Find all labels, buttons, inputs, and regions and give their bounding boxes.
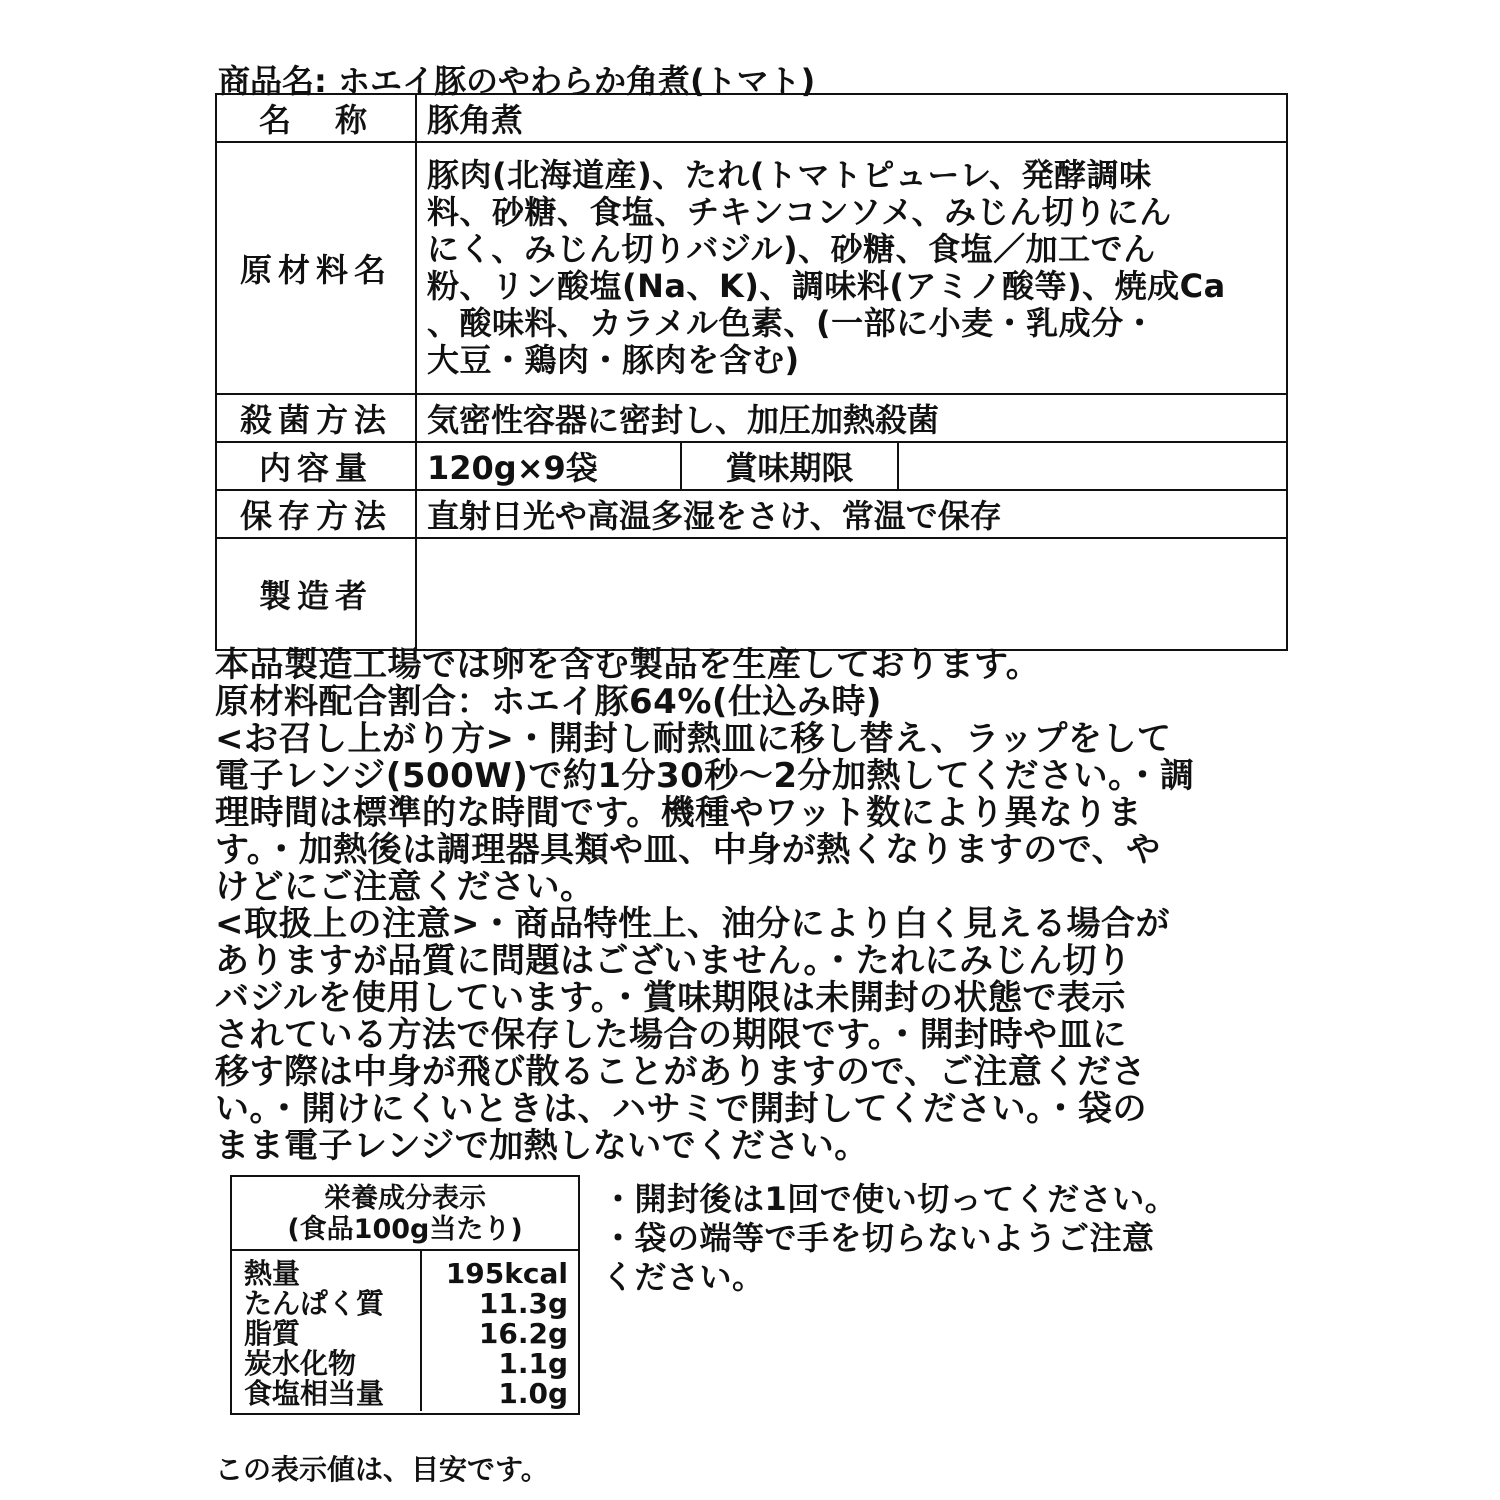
- row-name: [216, 94, 1287, 142]
- note-line: まま電子レンジで加熱しないでください。: [215, 1126, 869, 1166]
- name-value: 豚角煮: [416, 94, 1287, 142]
- ingredients-line: 大豆・鶏肉・豚肉を含む): [427, 341, 800, 379]
- side-note-line: ・袋の端等で手を切らないようご注意: [602, 1219, 1155, 1257]
- nutrient-name: 炭水化物: [244, 1347, 357, 1380]
- product-title: 商品名: ホエイ豚のやわらか角煮(トマト): [218, 62, 816, 100]
- note-line: 移す際は中身が飛び散ることがありますので、ご注意くださ: [215, 1052, 1146, 1092]
- footer-note: この表示値は、目安です。: [215, 1453, 549, 1486]
- note-line: <お召し上がり方>・開封し耐熱皿に移し替え、ラップをして: [215, 719, 1172, 759]
- nutrient-value: 1.1g: [498, 1347, 568, 1380]
- nutrient-value: 11.3g: [478, 1287, 568, 1320]
- notes-block: [215, 647, 1194, 1165]
- ingredients-line: 、酸味料、カラメル色素、(一部に小麦・乳成分・: [427, 304, 1157, 342]
- nutrient-value: 16.2g: [478, 1317, 568, 1350]
- storage-value: 直射日光や高温多湿をさけ、常温で保存: [416, 490, 1287, 538]
- maker-label: 製造者: [216, 538, 416, 650]
- nutrient-names: [232, 1251, 422, 1411]
- note-line: 原材料配合割合：ホエイ豚64%(仕込み時): [215, 682, 882, 722]
- note-line: されている方法で保存した場合の期限です。・開封時や皿に: [215, 1015, 1127, 1055]
- content-label: 内容量: [216, 442, 416, 490]
- nutrient-name: 食塩相当量: [244, 1377, 385, 1410]
- note-line: 理時間は標準的な時間です。機種やワット数により異なりま: [215, 793, 1143, 833]
- row-sterilization: [216, 394, 1287, 442]
- note-line: す。・加熱後は調理器具類や皿、中身が熱くなりますので、や: [215, 830, 1161, 870]
- note-line: 電子レンジ(500W)で約1分30秒～2分加熱してください。・調: [215, 756, 1195, 796]
- nutrition-header: [232, 1177, 578, 1251]
- nutrient-value: 195kcal: [445, 1257, 568, 1290]
- nutrient-name: 脂質: [244, 1317, 301, 1350]
- content-value: 120g×9袋: [416, 442, 681, 490]
- sterilization-value: 気密性容器に密封し、加圧加熱殺菌: [416, 394, 1287, 442]
- ingredients-line: 粉、リン酸塩(Na、K)、調味料(アミノ酸等)、焼成Ca: [427, 267, 1226, 305]
- row-ingredients: [216, 142, 1287, 394]
- side-note-line: ・開封後は1回で使い切ってください。: [602, 1180, 1178, 1218]
- ingredients-line: 料、砂糖、食塩、チキンコンソメ、みじん切りにん: [427, 193, 1172, 231]
- sterilization-label: 殺菌方法: [216, 394, 416, 442]
- row-maker: [216, 538, 1287, 650]
- storage-label: 保存方法: [216, 490, 416, 538]
- nutrition-facts-box: [230, 1175, 580, 1415]
- nutrition-basis: (食品100g当たり): [287, 1214, 523, 1245]
- note-line: い。・開けにくいときは、ハサミで開封してください。・袋の: [215, 1089, 1147, 1129]
- ingredients-value: [416, 142, 1287, 394]
- nutrient-values: [422, 1251, 578, 1411]
- row-storage: [216, 490, 1287, 538]
- ingredients-line: にく、みじん切りバジル)、砂糖、食塩／加工でん: [427, 230, 1156, 268]
- row-content: [216, 442, 1287, 490]
- nutrient-name: たんぱく質: [244, 1287, 385, 1320]
- name-label: 名 称: [216, 94, 416, 142]
- ingredients-line: 豚肉(北海道産)、たれ(トマトピューレ、発酵調味: [427, 156, 1152, 194]
- best-before-value: [898, 442, 1287, 490]
- maker-value: [416, 538, 1287, 650]
- nutrition-title: 栄養成分表示: [324, 1183, 486, 1214]
- note-line: 本品製造工場では卵を含む製品を生産しております。: [215, 645, 1041, 685]
- note-line: バジルを使用しています。・賞味期限は未開封の状態で表示: [215, 978, 1126, 1018]
- ingredients-label: 原材料名: [216, 142, 416, 394]
- side-note-line: ください。: [602, 1258, 765, 1296]
- side-notes: [602, 1180, 1177, 1297]
- note-line: <取扱上の注意>・商品特性上、油分により白く見える場合が: [215, 904, 1170, 944]
- nutrient-value: 1.0g: [498, 1377, 568, 1410]
- note-line: ありますが品質に問題はございません。・たれにみじん切り: [215, 941, 1132, 981]
- note-line: けどにご注意ください。: [215, 867, 595, 907]
- product-spec-table: [215, 93, 1288, 651]
- best-before-label: 賞味期限: [681, 442, 898, 490]
- nutrient-name: 熱量: [244, 1257, 301, 1290]
